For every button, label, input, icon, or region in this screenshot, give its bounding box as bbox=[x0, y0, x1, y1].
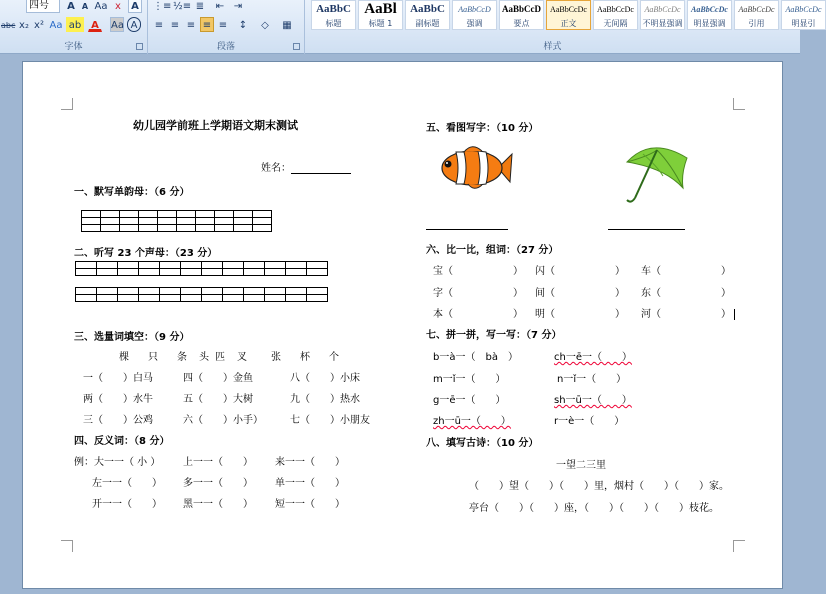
antonym-item[interactable]: 短一一（ ） bbox=[275, 499, 345, 510]
compare-item[interactable]: 宝（ ） bbox=[433, 266, 523, 277]
antonym-item[interactable]: 例：大一一（ 小 ） bbox=[74, 457, 161, 468]
style-sample: AaBbCcDc bbox=[738, 5, 775, 14]
style-tile[interactable] bbox=[546, 0, 591, 30]
measure-item[interactable]: 四（ ）金鱼 bbox=[183, 373, 253, 384]
font-size-combo[interactable]: 四号 bbox=[26, 0, 60, 13]
align-center-button[interactable]: ≡ bbox=[170, 20, 180, 31]
styles-group-label: 样式 bbox=[543, 42, 562, 52]
style-tile[interactable] bbox=[499, 0, 544, 30]
increase-indent-button[interactable]: ⇥ bbox=[233, 1, 243, 12]
style-sample: AaBbC bbox=[316, 3, 351, 15]
styles-group bbox=[305, 0, 822, 54]
borders-button[interactable]: ▦ bbox=[282, 20, 292, 31]
compare-item[interactable]: 明（ ） bbox=[535, 309, 625, 320]
document-page[interactable] bbox=[22, 61, 783, 589]
style-name: 标题 bbox=[325, 19, 342, 28]
measure-item[interactable]: 九（ ）热水 bbox=[290, 394, 360, 405]
section-1-heading: 一、默写单韵母：（6 分） bbox=[74, 187, 190, 198]
style-name: 正文 bbox=[560, 19, 577, 28]
section-7-heading: 七、拼一拼，写一写：（7 分） bbox=[426, 330, 562, 341]
compare-item[interactable]: 东（ ） bbox=[641, 288, 731, 299]
compare-item[interactable]: 车（ ） bbox=[641, 266, 731, 277]
char-border-button[interactable]: A bbox=[128, 0, 142, 13]
style-tile[interactable] bbox=[311, 0, 356, 30]
style-sample: AaBbCcDc bbox=[691, 5, 728, 14]
measure-item[interactable]: 三（ ）公鸡 bbox=[83, 415, 153, 426]
font-dialog-launcher[interactable] bbox=[136, 43, 143, 50]
style-sample: AaBl bbox=[364, 1, 397, 17]
paragraph-group bbox=[148, 0, 305, 54]
pinyin-item[interactable]: g一ē一（ ） bbox=[433, 395, 506, 406]
grow-font-button[interactable]: A bbox=[67, 1, 75, 12]
style-sample: AaBbCcDc bbox=[785, 5, 822, 14]
margin-corner-mark bbox=[733, 98, 745, 110]
style-sample: AaBbC bbox=[410, 3, 445, 15]
numbering-button[interactable]: ½≡ bbox=[173, 1, 192, 12]
style-name: 不明显强调 bbox=[642, 19, 683, 28]
section-3-heading: 三、选量词填空：（9 分） bbox=[74, 332, 190, 343]
measure-item[interactable]: 六（ ）小手） bbox=[183, 415, 263, 426]
style-sample: AaBbCcDc bbox=[550, 5, 587, 14]
style-tile[interactable] bbox=[593, 0, 638, 30]
style-tile[interactable] bbox=[734, 0, 779, 30]
antonym-item[interactable]: 黑一一（ ） bbox=[183, 499, 253, 510]
compare-item[interactable]: 间（ ） bbox=[535, 288, 625, 299]
clear-format-button[interactable]: x bbox=[115, 1, 121, 12]
shading-button[interactable]: ◇ bbox=[261, 20, 269, 31]
font-group-label: 字体 bbox=[64, 42, 83, 52]
align-right-button[interactable]: ≡ bbox=[186, 20, 196, 31]
style-name: 无间隔 bbox=[603, 19, 628, 28]
writing-grid-s2-a[interactable] bbox=[75, 261, 328, 276]
bullets-button[interactable]: ⋮≡ bbox=[153, 1, 172, 12]
enclose-char-button[interactable]: A bbox=[127, 17, 141, 32]
style-tile[interactable] bbox=[452, 0, 497, 30]
antonym-item[interactable]: 来一一（ ） bbox=[275, 457, 345, 468]
multilevel-list-button[interactable]: ≣ bbox=[195, 1, 205, 12]
justify-button[interactable]: ≡ bbox=[200, 17, 214, 32]
text-effect-button[interactable]: Aa bbox=[49, 20, 63, 31]
answer-line[interactable] bbox=[426, 229, 508, 230]
style-name: 副标题 bbox=[415, 19, 440, 28]
superscript-button[interactable]: x² bbox=[34, 20, 44, 31]
style-tile[interactable] bbox=[405, 0, 450, 30]
paragraph-dialog-launcher[interactable] bbox=[293, 43, 300, 50]
measure-item[interactable]: 八（ ）小床 bbox=[290, 373, 360, 384]
paragraph-group-label: 段落 bbox=[216, 42, 235, 52]
section-2-heading: 二、听写 23 个声母：（23 分） bbox=[74, 248, 218, 259]
style-tile[interactable] bbox=[358, 0, 403, 30]
change-case-button[interactable]: Aa bbox=[94, 1, 108, 12]
antonym-item[interactable]: 开一一（ ） bbox=[92, 499, 162, 510]
distributed-button[interactable]: ≡ bbox=[218, 20, 228, 31]
style-name: 强调 bbox=[466, 19, 483, 28]
antonym-item[interactable]: 单一一（ ） bbox=[275, 478, 345, 489]
char-shading-button[interactable]: Aa bbox=[110, 17, 124, 32]
section-8-heading: 八、填写古诗：（10 分） bbox=[426, 438, 539, 449]
style-name: 引用 bbox=[748, 19, 765, 28]
style-sample: AaBbCcDc bbox=[597, 5, 634, 14]
style-tile[interactable] bbox=[781, 0, 826, 30]
font-group bbox=[0, 0, 148, 54]
pinyin-item[interactable]: n一ǐ一（ ） bbox=[557, 374, 627, 385]
ribbon bbox=[0, 0, 822, 54]
antonym-item[interactable]: 左一一（ ） bbox=[92, 478, 162, 489]
writing-grid-s2-b[interactable] bbox=[75, 287, 328, 302]
style-sample: AaBbCcD bbox=[501, 4, 541, 14]
name-blank[interactable] bbox=[291, 164, 351, 174]
antonym-item[interactable]: 多一一（ ） bbox=[183, 478, 253, 489]
margin-corner-mark bbox=[61, 98, 73, 110]
name-label: 姓名： bbox=[261, 163, 291, 174]
style-name: 明显引 bbox=[791, 19, 816, 28]
section-5-heading: 五、看图写字：（10 分） bbox=[426, 123, 539, 134]
compare-item[interactable]: 河（ ） bbox=[641, 305, 735, 320]
line-spacing-button[interactable]: ↕ bbox=[238, 20, 248, 31]
highlight-button[interactable]: ab bbox=[66, 17, 84, 32]
compare-item[interactable]: 闪（ ） bbox=[535, 266, 625, 277]
page-title: 幼儿园学前班上学期语文期末测试 bbox=[133, 119, 298, 132]
measure-item[interactable]: 一（ ）白马 bbox=[83, 373, 153, 384]
margin-corner-mark bbox=[733, 540, 745, 552]
align-left-button[interactable]: ≡ bbox=[154, 20, 164, 31]
pinyin-item[interactable]: b一à一（ bà ） bbox=[433, 352, 518, 363]
measure-item[interactable]: 两（ ）水牛 bbox=[83, 394, 153, 405]
style-sample: AaBbCcD bbox=[458, 5, 491, 14]
style-sample: AaBbCcDc bbox=[644, 5, 681, 14]
section-6-heading: 六、比一比，组词：（27 分） bbox=[426, 245, 559, 256]
style-name: 明显强调 bbox=[693, 19, 726, 28]
antonym-item[interactable]: 上一一（ ） bbox=[183, 457, 253, 468]
subscript-button[interactable]: x₂ bbox=[19, 20, 29, 31]
decrease-indent-button[interactable]: ⇤ bbox=[215, 1, 225, 12]
style-name: 标题 1 bbox=[368, 19, 393, 28]
writing-grid-s1[interactable] bbox=[81, 210, 272, 232]
umbrella-image[interactable] bbox=[621, 140, 689, 206]
compare-item[interactable]: 字（ ） bbox=[433, 288, 523, 299]
compare-item[interactable]: 本（ ） bbox=[433, 309, 523, 320]
measure-word-bank: 棵 只 条 头 匹 叉 张 杯 个 bbox=[119, 352, 339, 363]
shrink-font-button[interactable]: A bbox=[81, 2, 89, 11]
measure-item[interactable]: 五（ ）大树 bbox=[183, 394, 253, 405]
section-4-heading: 四、反义词：（8 分） bbox=[74, 436, 170, 447]
poem-title: 一望二三里 bbox=[556, 460, 606, 471]
text-cursor bbox=[734, 309, 735, 320]
poem-line[interactable]: 亭台（ ）（ ）座，（ ）（ ）（ ）枝花。 bbox=[469, 503, 719, 514]
pinyin-item[interactable]: m一ǐ一（ ） bbox=[433, 374, 506, 385]
style-name: 要点 bbox=[513, 19, 530, 28]
answer-line[interactable] bbox=[608, 229, 685, 230]
pinyin-item[interactable]: sh一ū一（ ） bbox=[554, 395, 632, 406]
pinyin-item[interactable]: ch一ē一（ ） bbox=[554, 352, 632, 363]
style-tile[interactable] bbox=[640, 0, 685, 30]
pinyin-item[interactable]: zh一ū一（ ） bbox=[433, 416, 511, 427]
clownfish-image[interactable] bbox=[436, 144, 512, 192]
margin-corner-mark bbox=[61, 540, 73, 552]
measure-item[interactable]: 七（ ）小朋友 bbox=[290, 415, 370, 426]
name-field[interactable] bbox=[261, 159, 351, 174]
font-color-button[interactable]: A bbox=[88, 17, 102, 32]
style-tile[interactable] bbox=[687, 0, 732, 30]
strikethrough-button[interactable]: abc bbox=[1, 21, 16, 30]
pinyin-item[interactable]: r一è一（ ） bbox=[554, 416, 625, 427]
poem-line[interactable]: （ ）望（ ）（ ）里，烟村（ ）（ ）家。 bbox=[469, 481, 729, 492]
